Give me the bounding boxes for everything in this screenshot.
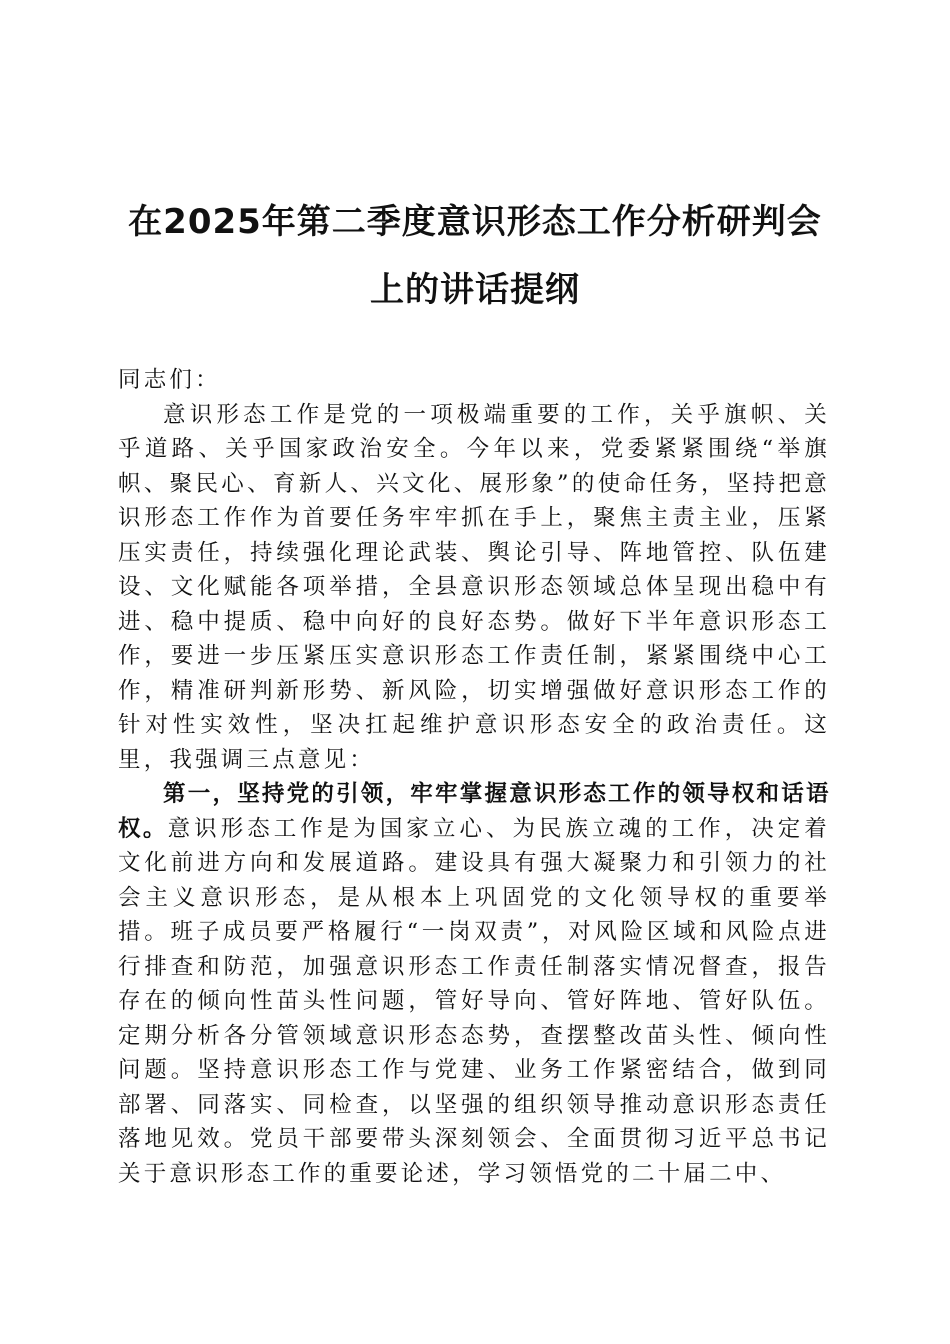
document-body — [118, 363, 830, 1191]
paragraph-first-point — [118, 777, 830, 1191]
paragraph-body: 意识形态工作是为国家立心、为民族立魂的工作，决定着文化前进方向和发展道路。建设具有强大凝聚力和引领力的社会主义意识形态，是从根本上巩固党的文化领导权的重要举措。班子成员要严格履行“一岗双责”，对风险区域和风险点进行排查和防范，加强意识形态工作责任制落实情况督查，报告存在的倾向性苗头性问题，管好导向、管好阵地、管好队伍。定期分析各分管领域意识形态态势，查摆整改苗头性、倾向性问题。坚持意识形态工作与党建、业务工作紧密结合，做到同部署、同落实、同检查，以坚强的组织领导推动意识形态责任落地见效。党员干部要带头深刻领会、全面贯彻习近平总书记关于意识形态工作的重要论述，学习领悟党的二十届二中、 — [118, 815, 830, 1187]
paragraph-heading: 第一，坚持党的引领，牢牢掌握意识形态工作的领导权和话语权。 — [118, 781, 830, 842]
paragraph-intro: 意识形态工作是党的一项极端重要的工作，关乎旗帜、关乎道路、关乎国家政治安全。今年以来，党委紧紧围绕“举旗帜、聚民心、育新人、兴文化、展形象”的使命任务，坚持把意识形态工作作为首要任务牢牢抓在手上，聚焦主责主业，压紧压实责任，持续强化理论武装、舆论引导、阵地管控、队伍建设、文化赋能各项举措，全县意识形态领域总体呈现出稳中有进、稳中提质、稳中向好的良好态势。做好下半年意识形态工作，要进一步压紧压实意识形态工作责任制，紧紧围绕中心工作，精准研判新形势、新风险，切实增强做好意识形态工作的针对性实效性，坚决扛起维护意识形态安全的政治责任。这里，我强调三点意见： — [118, 401, 830, 773]
title-line-1: 在2025年第二季度意识形态工作分析研判会 — [128, 202, 822, 242]
salutation: 同志们： — [118, 367, 221, 393]
page-title — [110, 188, 840, 324]
title-line-2: 上的讲话提纲 — [370, 270, 580, 310]
